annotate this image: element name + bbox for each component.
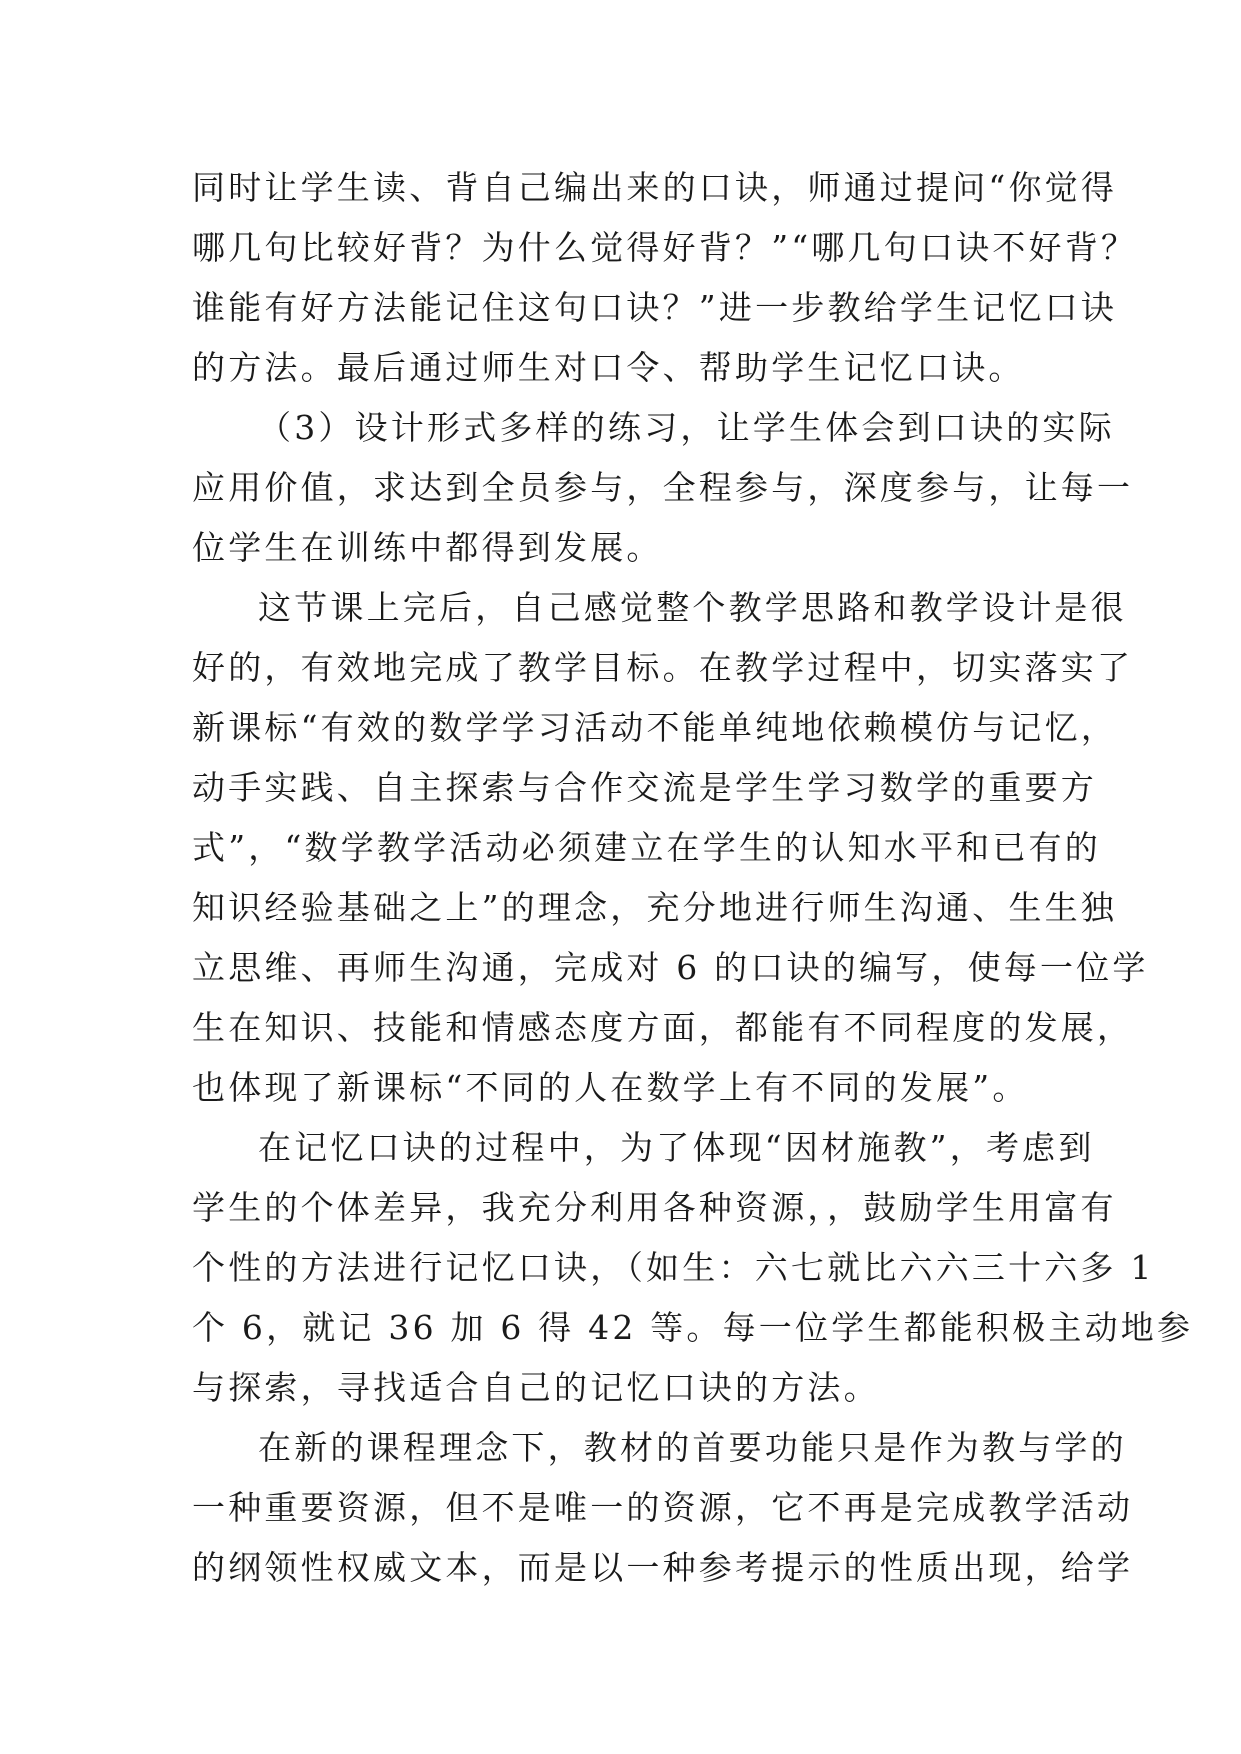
- text-line: 这节课上完后，自己感觉整个教学思路和教学设计是很: [258, 588, 1127, 627]
- text-line: 一种重要资源，但不是唯一的资源，它不再是完成教学活动: [192, 1488, 1134, 1527]
- text-line: 动手实践、自主探索与合作交流是学生学习数学的重要方: [192, 768, 1097, 807]
- text-line: 应用价值，求达到全员参与，全程参与，深度参与，让每一: [192, 468, 1134, 507]
- text-line: 也体现了新课标“不同的人在数学上有不同的发展”。: [192, 1068, 1029, 1107]
- text-line: 在新的课程理念下，教材的首要功能只是作为教与学的: [258, 1428, 1127, 1467]
- text-line: 个 6，就记 36 加 6 得 42 等。每一位学生都能积极主动地参: [192, 1308, 1194, 1347]
- text-line: 的方法。最后通过师生对口令、帮助学生记忆口诀。: [192, 348, 1025, 387]
- text-line: 立思维、再师生沟通，完成对 6 的口诀的编写，使每一位学: [192, 948, 1149, 987]
- text-line: 谁能有好方法能记住这句口诀？”进一步教给学生记忆口诀: [192, 288, 1118, 327]
- text-line: （3）设计形式多样的练习，让学生体会到口诀的实际: [258, 408, 1115, 447]
- text-line: 位学生在训练中都得到发展。: [192, 528, 663, 567]
- text-line: 同时让学生读、背自己编出来的口诀，师通过提问“你觉得: [192, 168, 1118, 207]
- text-line: 好的，有效地完成了教学目标。在教学过程中，切实落实了: [192, 648, 1134, 687]
- text-line: 的纲领性权威文本，而是以一种参考提示的性质出现，给学: [192, 1548, 1134, 1587]
- text-line: 在记忆口诀的过程中，为了体现“因材施教”，考虑到: [258, 1128, 1095, 1167]
- text-line: 式”，“数学教学活动必须建立在学生的认知水平和已有的: [192, 828, 1101, 867]
- text-line: 个性的方法进行记忆口诀，（如生：六七就比六六三十六多 1: [192, 1248, 1155, 1287]
- text-line: 与探索，寻找适合自己的记忆口诀的方法。: [192, 1368, 880, 1407]
- text-line: 生在知识、技能和情感态度方面，都能有不同程度的发展，: [192, 1008, 1134, 1047]
- text-line: 哪几句比较好背？为什么觉得好背？”“哪几句口诀不好背？: [192, 228, 1138, 267]
- text-line: 新课标“有效的数学学习活动不能单纯地依赖模仿与记忆，: [192, 708, 1118, 747]
- text-line: 学生的个体差异，我充分利用各种资源，，鼓励学生用富有: [192, 1188, 1117, 1227]
- body-text: [192, 158, 1194, 1598]
- text-line: 知识经验基础之上”的理念，充分地进行师生沟通、生生独: [192, 888, 1118, 927]
